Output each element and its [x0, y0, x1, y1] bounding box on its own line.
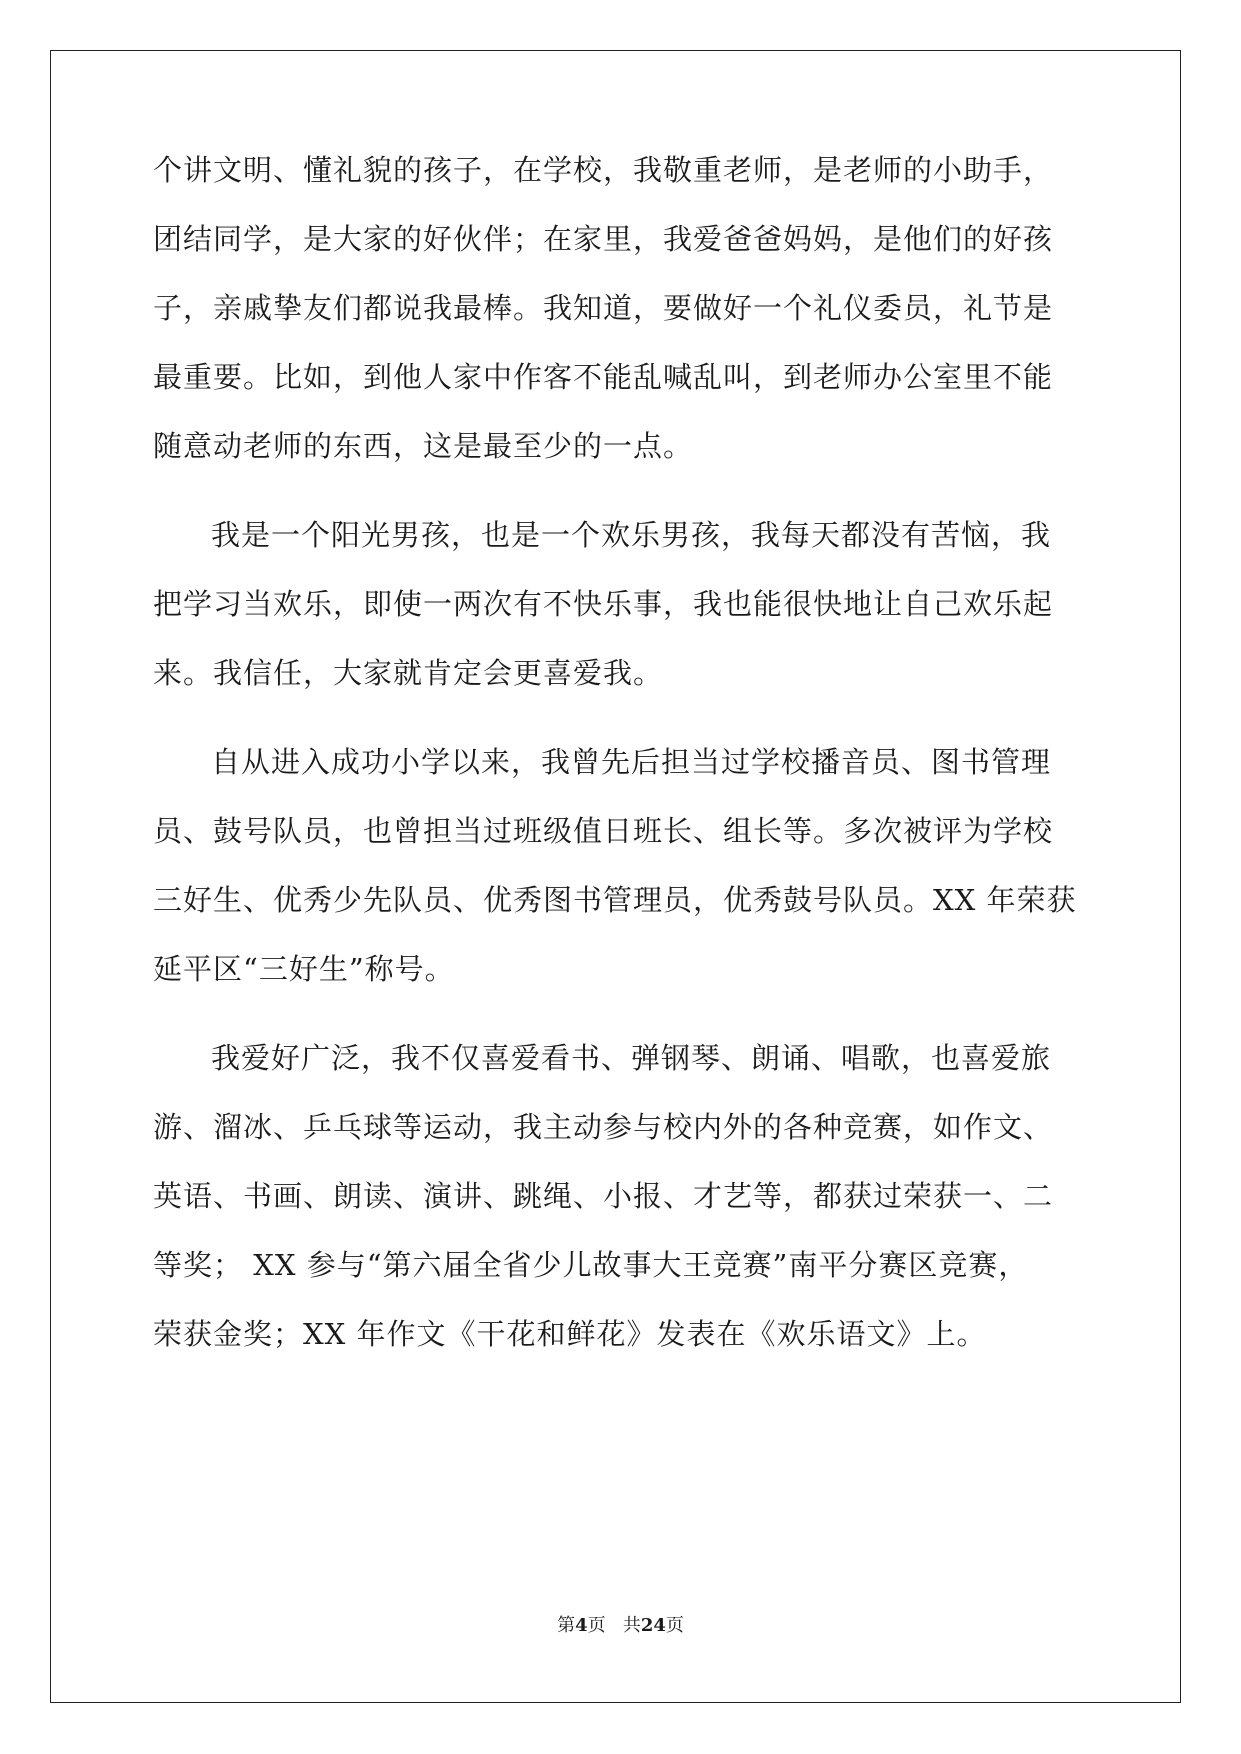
paragraph-1-line-5: 随意动老师的东西，这是最至少的一点。: [153, 429, 694, 463]
paragraph-4-line-1: 我爱好广泛，我不仅喜爱看书、弹钢琴、朗诵、唱歌，也喜爱旅: [211, 1041, 1052, 1075]
paragraph-4-line-4: 等奖； XX 参与“第六届全省少儿故事大王竞赛”南平分赛区竞赛，: [153, 1248, 1029, 1282]
paragraph-3-line-3: 三好生、优秀少先队员、优秀图书管理员，优秀鼓号队员。XX 年荣获: [153, 883, 1077, 917]
paragraph-3-line-2: 员、鼓号队员，也曾担当过班级值日班长、组长等。多次被评为学校: [153, 814, 1054, 848]
paragraph-2-line-1: 我是一个阳光男孩，也是一个欢乐男孩，我每天都没有苦恼，我: [211, 518, 1052, 552]
page-footer: [0, 1614, 1241, 1638]
footer-total-prefix: 共: [622, 1615, 641, 1636]
paragraph-1-line-4: 最重要。比如，到他人家中作客不能乱喊乱叫，到老师办公室里不能: [153, 360, 1054, 394]
paragraph-1-line-3: 子，亲戚挚友们都说我最棒。我知道，要做好一个礼仪委员，礼节是: [153, 291, 1054, 325]
footer-page-unit: 页: [587, 1615, 606, 1636]
paragraph-4-line-2: 游、溜冰、乒乓球等运动，我主动参与校内外的各种竞赛，如作文、: [153, 1110, 1054, 1144]
paragraph-4-line-5: 荣获金奖；XX 年作文《干花和鲜花》发表在《欢乐语文》上。: [153, 1317, 987, 1351]
total-page-count: 24: [640, 1615, 666, 1636]
paragraph-3-line-1: 自从进入成功小学以来，我曾先后担当过学校播音员、图书管理: [211, 745, 1052, 779]
footer-total-unit: 页: [665, 1615, 684, 1636]
paragraph-2-line-3: 来。我信任，大家就肯定会更喜爱我。: [153, 656, 664, 690]
paragraph-3-line-4: 延平区“三好生”称号。: [153, 952, 455, 986]
current-page-number: 4: [575, 1615, 588, 1636]
paragraph-1-line-2: 团结同学，是大家的好伙伴；在家里，我爱爸爸妈妈，是他们的好孩: [153, 222, 1054, 256]
paragraph-1-line-1: 个讲文明、懂礼貌的孩子，在学校，我敬重老师，是老师的小助手，: [153, 153, 1054, 187]
footer-prefix: 第: [557, 1615, 576, 1636]
paragraph-4-line-3: 英语、书画、朗读、演讲、跳绳、小报、才艺等，都获过荣获一、二: [153, 1179, 1054, 1213]
paragraph-2-line-2: 把学习当欢乐，即使一两次有不快乐事，我也能很快地让自己欢乐起: [153, 587, 1054, 621]
